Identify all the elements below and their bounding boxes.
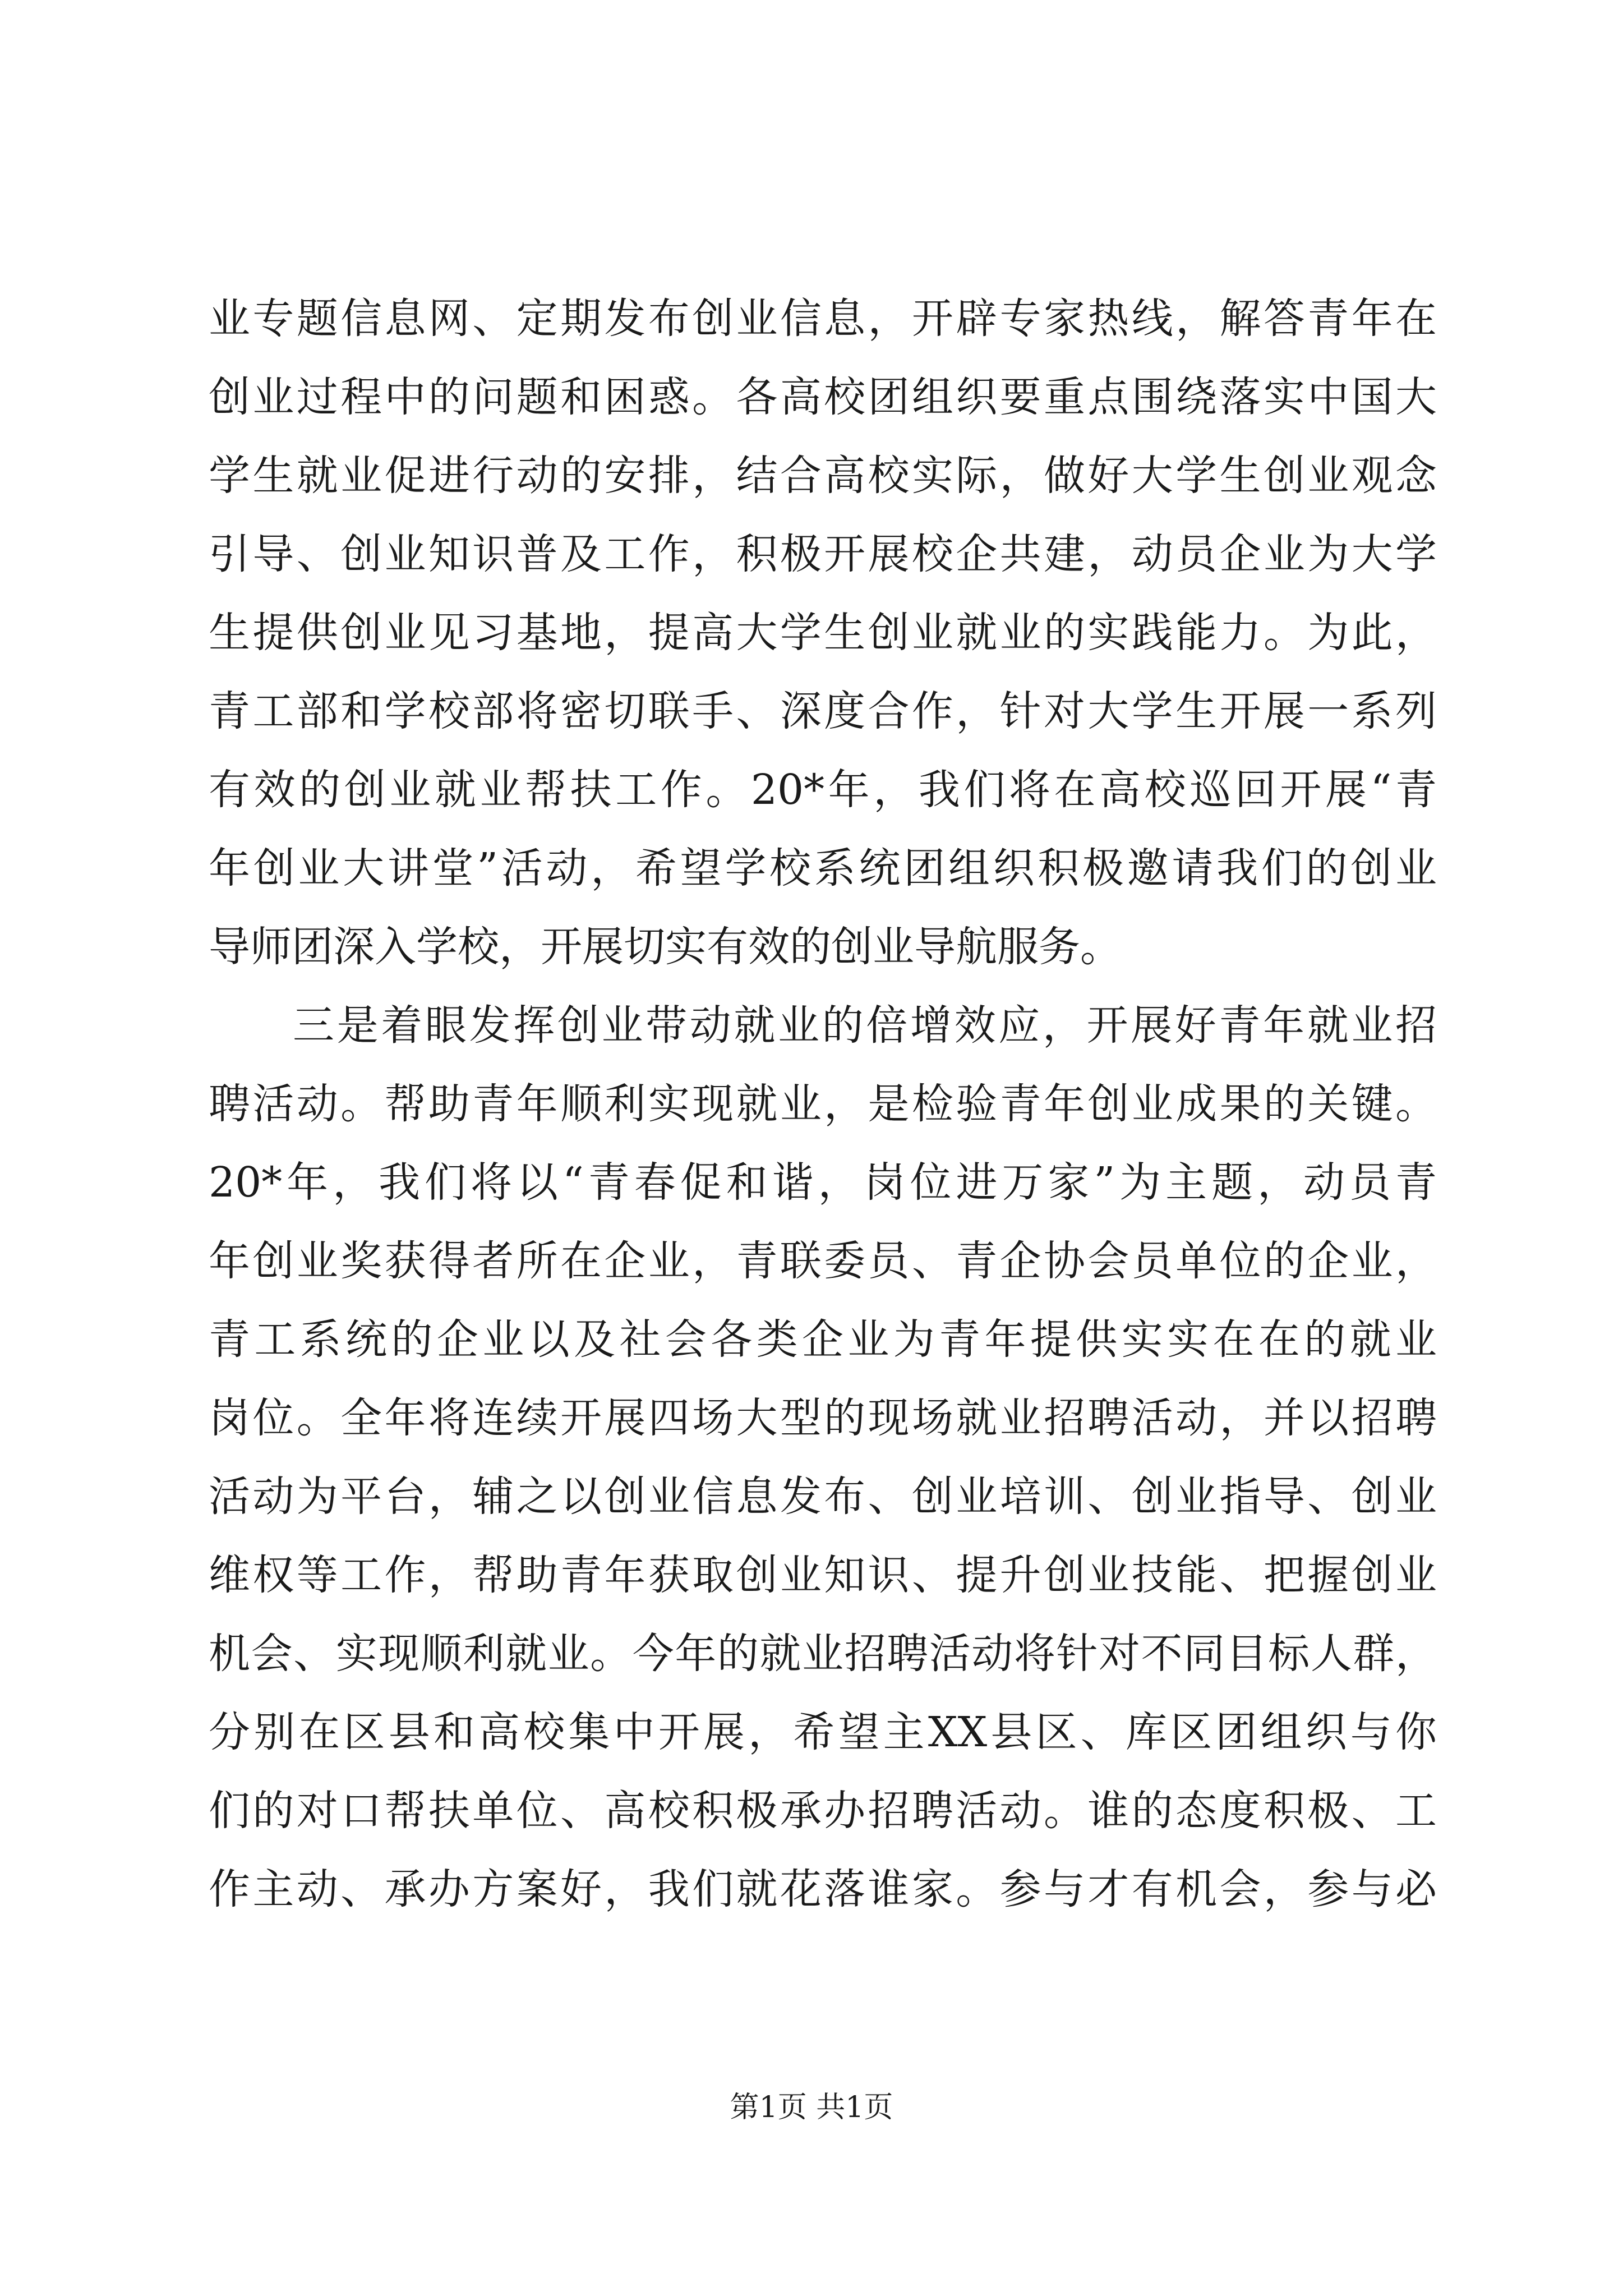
text-line: 引导、创业知识普及工作，积极开展校企共建，动员企业为大学 — [209, 530, 1437, 578]
text-line: 作主动、承办方案好，我们就花落谁家。参与才有机会，参与必 — [209, 1865, 1437, 1913]
paragraph-1 — [209, 279, 1437, 986]
text-line: 活动为平台，辅之以创业信息发布、创业培训、创业指导、创业 — [209, 1473, 1437, 1521]
page-footer: 第1页 共1页 — [730, 2091, 893, 2124]
text-line: 业专题信息网、定期发布创业信息，开辟专家热线，解答青年在 — [209, 295, 1437, 343]
text-line: 导师团深入学校，开展切实有效的创业导航服务。 — [209, 923, 1122, 971]
text-line: 青工部和学校部将密切联手、深度合作，针对大学生开展一系列 — [209, 687, 1437, 735]
text-line: 们的对口帮扶单位、高校积极承办招聘活动。谁的态度积极、工 — [209, 1787, 1437, 1835]
text-line: 岗位。全年将连续开展四场大型的现场就业招聘活动，并以招聘 — [209, 1394, 1437, 1442]
text-line: 维权等工作，帮助青年获取创业知识、提升创业技能、把握创业 — [209, 1551, 1437, 1599]
text-line: 分别在区县和高校集中开展，希望主XX县区、库区团组织与你 — [209, 1708, 1437, 1756]
text-line: 有效的创业就业帮扶工作。20*年，我们将在高校巡回开展“青 — [209, 766, 1437, 814]
text-line: 聘活动。帮助青年顺利实现就业，是检验青年创业成果的关键。 — [209, 1080, 1437, 1128]
text-line: 20*年，我们将以“青春促和谐，岗位进万家”为主题，动员青 — [209, 1158, 1437, 1207]
text-line: 生提供创业见习基地，提高大学生创业就业的实践能力。为此， — [209, 609, 1437, 657]
text-line: 机会、实现顺利就业。今年的就业招聘活动将针对不同目标人群， — [209, 1630, 1437, 1678]
text-line: 年创业奖获得者所在企业，青联委员、青企协会员单位的企业， — [209, 1237, 1437, 1285]
text-line: 三是着眼发挥创业带动就业的倍增效应，开展好青年就业招 — [293, 1001, 1437, 1050]
document-body — [209, 279, 1437, 1929]
paragraph-2 — [209, 986, 1437, 1929]
text-line: 年创业大讲堂”活动，希望学校系统团组织积极邀请我们的创业 — [209, 844, 1437, 892]
text-line: 学生就业促进行动的安排，结合高校实际，做好大学生创业观念 — [209, 452, 1437, 500]
text-line: 创业过程中的问题和困惑。各高校团组织要重点围绕落实中国大 — [209, 373, 1437, 421]
text-line: 青工系统的企业以及社会各类企业为青年提供实实在在的就业 — [209, 1315, 1437, 1364]
